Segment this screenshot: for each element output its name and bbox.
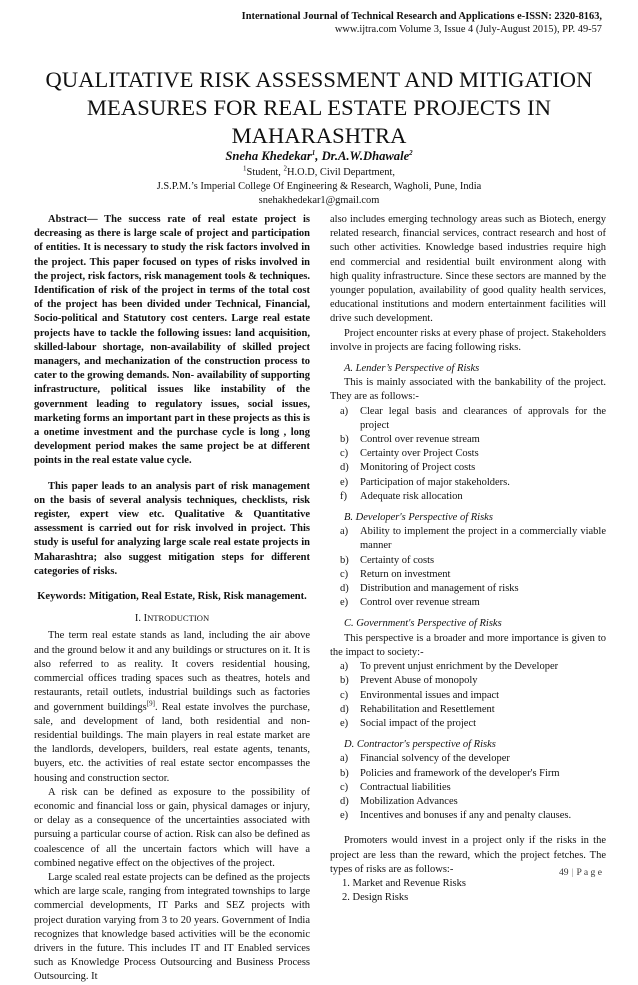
list-item [330,674,606,688]
intro-paragraph-1 [34,629,310,785]
list-item [330,891,606,905]
author-roles [0,166,638,179]
list-marker: a) [340,526,349,538]
page-number: 49 [558,867,569,878]
list-item-text: Participation of major stakeholders. [360,476,510,488]
institution: J.S.P.M.’s Imperial College Of Engineering & Research, Wagholi, Pune, India [156,181,482,192]
list-item-text: Control over revenue stream [360,597,480,609]
list-item [330,554,606,568]
list-item [330,717,606,731]
citation-ref[interactable]: [9] [146,699,155,707]
list-item-text: Certainty over Project Costs [360,448,479,460]
list-marker: e) [340,717,349,729]
list-item-text: Distribution and management of risks [360,583,519,595]
role-2-sup: 2 [283,164,287,173]
list-item-text: Rehabilitation and Resettlement [360,703,495,715]
list-marker: c) [340,568,349,580]
list-item-text: Clear legal basis and clearances of approvals for the project [360,405,606,431]
list-item [330,767,606,781]
role-2: H.O.D, Civil Department, [287,167,395,178]
intro-paragraph-2: A risk can be defined as exposure to the possibility of economic and financial loss or gain, physical damages or injury, or delay as a consequence of the uncertainties associated with pursuing a particular course of action. Risk can also be defined as coalescence of all the uncertain factors which will have a combined negative effect on the objectives of the project. [34,786,310,869]
subsection-heading-contractor: D. Contractor's perspective of Risks [344,739,496,751]
author-line [0,149,638,164]
footer-separator: | [571,867,574,878]
right-column [330,213,606,905]
developer-risk-list [330,525,606,610]
author-2-sup: 2 [409,148,413,157]
page-footer [559,867,602,878]
list-marker: b) [340,554,349,566]
author-separator: , [315,149,322,163]
subsection-heading-lender: A. Lender’s Perspective of Risks [344,363,480,375]
list-marker: a) [340,661,349,673]
keywords: Keywords: Mitigation, Real Estate, Risk, Risk management. [37,591,307,603]
list-item [330,877,606,891]
list-marker: a) [340,753,349,765]
journal-name: International Journal of Technical Research and Applications e-ISSN: 2320-8163, [241,11,602,22]
list-item [330,781,606,795]
list-item [330,596,606,610]
list-item [330,795,606,809]
list-item [330,433,606,447]
list-item-text: Certainty of costs [360,554,435,566]
list-item-text: Return on investment [360,568,451,580]
author-1: Sneha Khedekar [225,149,312,163]
section-number: I. I [134,613,148,625]
list-item [330,568,606,582]
list-item-text: Social impact of the project [360,717,477,729]
list-item-text: Prevent Abuse of monopoly [360,675,478,687]
list-marker: b) [340,767,349,779]
list-item [330,461,606,475]
list-item-text: Ability to implement the project in a commercially viable manner [360,526,606,552]
paper-title: QUALITATIVE RISK ASSESSMENT AND MITIGATION MEASURES FOR REAL ESTATE PROJECTS IN MAHARASHTRA [45,67,593,148]
section-heading-introduction [34,611,310,626]
contractor-risk-list [330,752,606,823]
list-item-text: Financial solvency of the developer [360,753,510,765]
section-title: NTRODUCTION [147,613,210,624]
abstract-paragraph-2: This paper leads to an analysis part of risk management on the basis of several analysis techniques, checklists, risk register, expert view etc. Qualitative & Quantitative assessment is carried out for risk involved in project. This study is useful for analyzing large scale real estate projects in Maharashtra; also suggest mitigation steps for different categories of risks. [34,480,310,577]
list-marker: c) [340,448,349,460]
list-item [330,689,606,703]
subsection-intro-lender: This is mainly associated with the bankability of the project. They are as follows:- [330,377,606,403]
right-paragraph-1: also includes emerging technology areas such as Biotech, energy related research, financial services, contract research and host of such other activities. Knowledge based industries require high end commercial and residential built environment along with high quality infrastructure. Since these sectors are manned by the younger population, availability of good quality health services, educational institutions and modern entertainment facilities will drive such development. [330,214,606,325]
list-item-text: Monitoring of Project costs [360,462,476,474]
right-paragraph-3: Promoters would invest in a project only if the risks in the project are less than the reward, which the project fetches. The types of risks are as follows:- [330,835,606,875]
list-item-text: Contractual liabilities [360,781,451,793]
author-email[interactable]: snehakhedekar1@gmail.com [258,195,380,206]
list-item [330,405,606,433]
list-marker: e) [340,476,349,488]
subsection-heading-government: C. Government's Perspective of Risks [344,618,502,630]
list-item [330,703,606,717]
list-item [330,476,606,490]
list-item-text: Policies and framework of the developer's Firm [360,767,560,779]
list-marker: d) [340,583,349,595]
subsection-intro-government: This perspective is a broader and more importance is given to the impact to society:- [330,632,606,658]
list-marker: c) [340,781,349,793]
list-item-text: To prevent unjust enrichment by the Developer [360,661,559,673]
list-marker: c) [340,689,349,701]
abstract-paragraph: Abstract— The success rate of real estate project is decreasing as there is large scale of project and participation of entities. It is necessary to study the risk factors involved in the project. This paper focused on types of risks involved in the project, risk factors, risk management tools & techniques. Identification of risk of the project in terms of the total cost of the project has been divided under Technical, Financial, Socio-political and Statutory cost centers. Large real estate projects have to tackle the following issues: land acquisition, skilled-labour shortage, non-availability of skilled project managers, and mechanization of the construction process to cater to the growing demands. Non- availability of supporting infrastructure, political issues like instability of the government leading to regulatory issues, social issues, marketing forms an important part in these projects as this is a onetime investment and the purchase cycle is long , long development period makes the same project be at different points in the real estate value cycle. [34,214,310,467]
right-paragraph-2: Project encounter risks at every phase of project. Stakeholders involve in projects are facing following risks. [330,327,606,353]
list-marker: b) [340,675,349,687]
list-marker: a) [340,405,349,417]
subsection-heading-developer: B. Developer's Perspective of Risks [344,512,493,524]
list-item [330,582,606,596]
author-1-sup: 1 [311,148,316,157]
intro-p1-text-b: . Real estate involves the purchase, sale, and development of land, both residential and non-residential buildings. The main players in real estate market are the landlords, developers, builders, real estate agents, tenants, buyers, etc. the activities of real estate sector encompasses the housing and construction sector. [34,701,310,784]
journal-volume: www.ijtra.com Volume 3, Issue 4 (July-August 2015), PP. 49-57 [334,23,602,35]
list-item [330,525,606,553]
left-column [34,213,310,985]
government-risk-list [330,660,606,731]
author-2: Dr.A.W.Dhawale [321,149,410,163]
list-item [330,809,606,823]
role-1-sup: 1 [243,164,247,173]
list-marker: b) [340,434,349,446]
list-marker: e) [340,810,349,822]
lender-risk-list [330,405,606,504]
list-item [330,490,606,504]
list-marker: d) [340,795,349,807]
list-item-text: Incentives and bonuses if any and penalty clauses. [360,810,572,822]
list-item-text: 1. Market and Revenue Risks [342,877,466,889]
list-item-text: Adequate risk allocation [360,490,463,502]
list-marker: e) [340,597,349,609]
list-marker: d) [340,703,349,715]
list-marker: f) [340,490,347,502]
list-item-text: Mobilization Advances [360,795,458,807]
list-marker: d) [340,462,349,474]
list-item-text: 2. Design Risks [342,892,409,904]
list-item-text: Control over revenue stream [360,434,480,446]
intro-paragraph-3: Large scaled real estate projects can be defined as the projects which are large scale, ranging from integrated townships to large commercial developments, IT Parks and SEZ projects with project duration varying from 3 to 20 years. Government of India recognizes that knowledge based activities will be the economic drivers in the future. This includes IT and IT Enabled services such as Knowledge Process Outsourcing and Business Process Outsourcing. It [34,871,310,983]
list-item [330,660,606,674]
intro-p1-text-a: The term real estate stands as land, including the air above and the ground below it and any buildings or structures on it. It is also referred to as reality. It covers residential housing, commercial offices trading spaces such as theatres, hotels and restaurants, retail outlets, industrial buildings such as factories and government buildings [34,630,310,713]
journal-header [242,11,602,36]
list-item [330,752,606,766]
risk-types-list [330,877,606,905]
page-label: P a g e [576,867,602,878]
list-item-text: Environmental issues and impact [360,689,500,701]
list-item [330,447,606,461]
role-1: Student, [246,167,284,178]
